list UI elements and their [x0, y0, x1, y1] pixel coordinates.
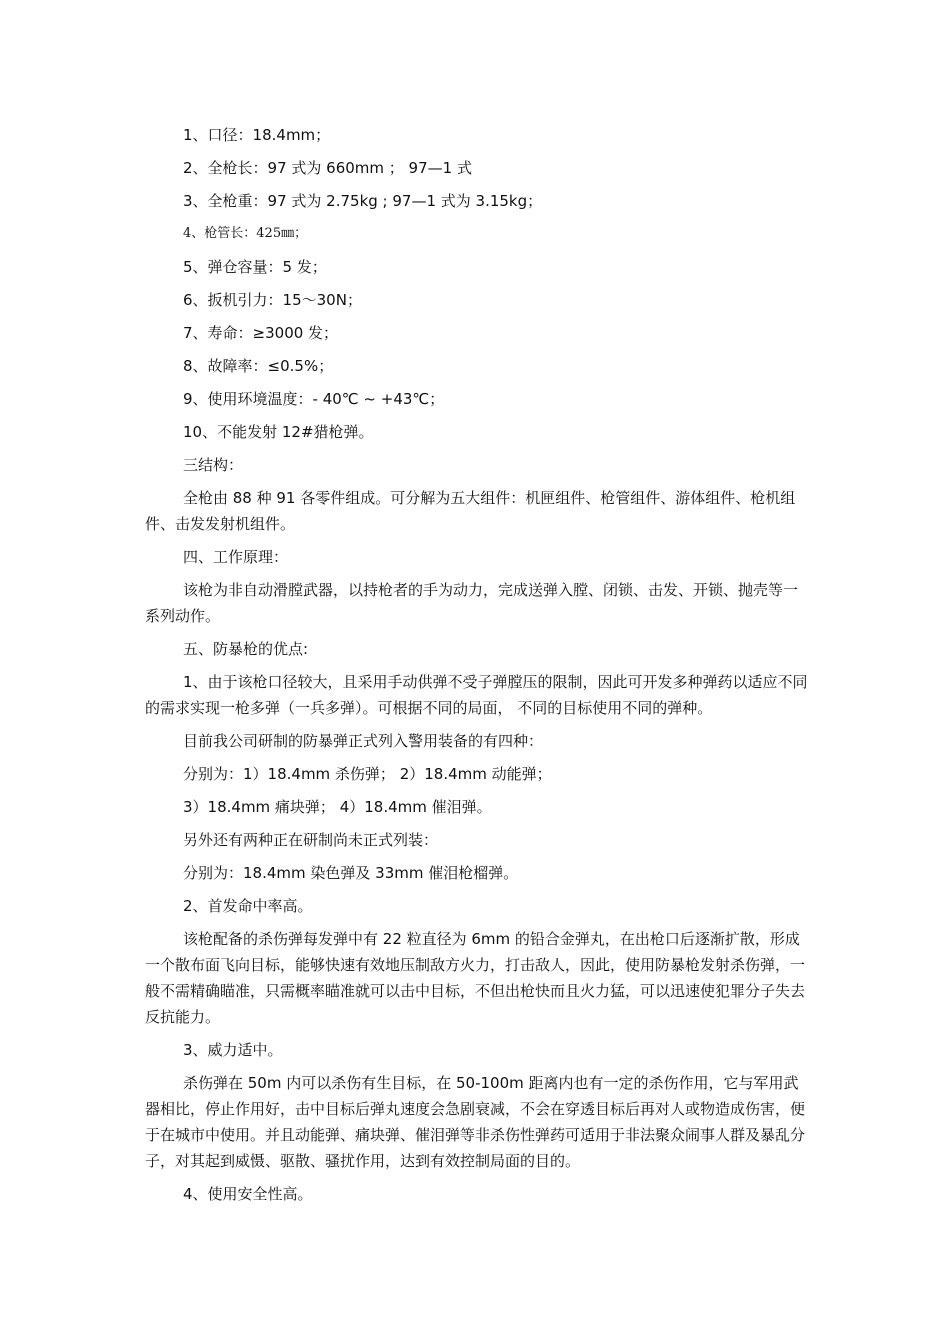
ammo-development-intro: 另外还有两种正在研制尚未正式列装：	[183, 831, 439, 849]
advantage-3-paragraph: 杀伤弹在 50m 内可以杀伤有生目标，在 50-100m 距离内也有一定的杀伤作用，它与军用武器相比，停止作用好，击中目标后弹丸速度会急剧衰减，不会在穿透目标后再对人或物造成伤害，便于在城市中使用。并且动能弹、痛块弹、催泪弹等非杀伤性弹药可适用于非法聚众闹事人群及暴乱分子，对其起到威慑、驱散、骚扰作用，达到有效控制局面的目的。	[145, 1074, 806, 1170]
ammo-development-list: 分别为：18.4mm 染色弹及 33mm 催泪枪榴弹。	[183, 864, 519, 882]
spec-service-life: 7、寿命：≥3000 发；	[183, 324, 339, 342]
ammo-list-2: 3）18.4mm 痛块弹； 4）18.4mm 催泪弹。	[183, 798, 492, 816]
spec-magazine-capacity: 5、弹仓容量：5 发；	[183, 258, 327, 276]
structure-paragraph: 全枪由 88 种 91 各零件组成。可分解为五大组件：机匣组件、枪管组件、游体组件、枪机组件、击发发射机组件。	[145, 489, 796, 533]
spec-failure-rate: 8、故障率：≤0.5%；	[183, 357, 334, 375]
spec-weight: 3、全枪重：97 式为 2.75kg ; 97—1 式为 3.15kg；	[183, 192, 543, 210]
spec-barrel-length: 4、枪管长：425㎜；	[183, 226, 308, 241]
section-heading-structure: 三结构：	[183, 456, 244, 474]
spec-overall-length: 2、全枪长：97 式为 660mm ； 97—1 式	[183, 159, 472, 177]
section-heading-principle: 四、工作原理：	[183, 548, 289, 566]
advantage-3-heading: 3、威力适中。	[183, 1041, 283, 1059]
spec-temperature: 9、使用环境温度：- 40℃ ~ +43℃；	[183, 390, 445, 408]
advantage-2-paragraph: 该枪配备的杀伤弹每发弹中有 22 粒直径为 6mm 的铅合金弹丸，在出枪口后逐渐扩散，形成一个散布面飞向目标，能够快速有效地压制敌方火力，打击敌人，因此，使用防暴枪发射杀伤弹，一般不需精确瞄准，只需概率瞄准就可以击中目标，不但出枪快而且火力猛，可以迅速使犯罪分子失去反抗能力。	[145, 930, 806, 1026]
advantage-1-paragraph: 1、由于该枪口径较大，且采用手动供弹不受子弹膛压的限制，因此可开发多种弹药以适应不同的需求实现一枪多弹（一兵多弹）。可根据不同的局面， 不同的目标使用不同的弹种。	[145, 673, 808, 717]
section-heading-advantages: 五、防暴枪的优点:	[183, 640, 309, 658]
spec-no-hunting-shell: 10、不能发射 12#猎枪弹。	[183, 423, 374, 441]
principle-paragraph: 该枪为非自动滑膛武器，以持枪者的手为动力，完成送弹入膛、闭锁、击发、开锁、抛壳等一系列动作。	[145, 581, 799, 625]
ammo-list-1: 分别为：1）18.4mm 杀伤弹； 2）18.4mm 动能弹；	[183, 765, 552, 783]
advantage-4-heading: 4、使用安全性高。	[183, 1185, 313, 1203]
advantage-2-heading: 2、首发命中率高。	[183, 897, 313, 915]
spec-trigger-pull: 6、扳机引力：15～30N；	[183, 291, 362, 309]
document-body	[145, 122, 810, 1214]
spec-caliber: 1、口径：18.4mm；	[183, 126, 331, 144]
ammo-intro: 目前我公司研制的防暴弹正式列入警用装备的有四种：	[183, 732, 544, 750]
